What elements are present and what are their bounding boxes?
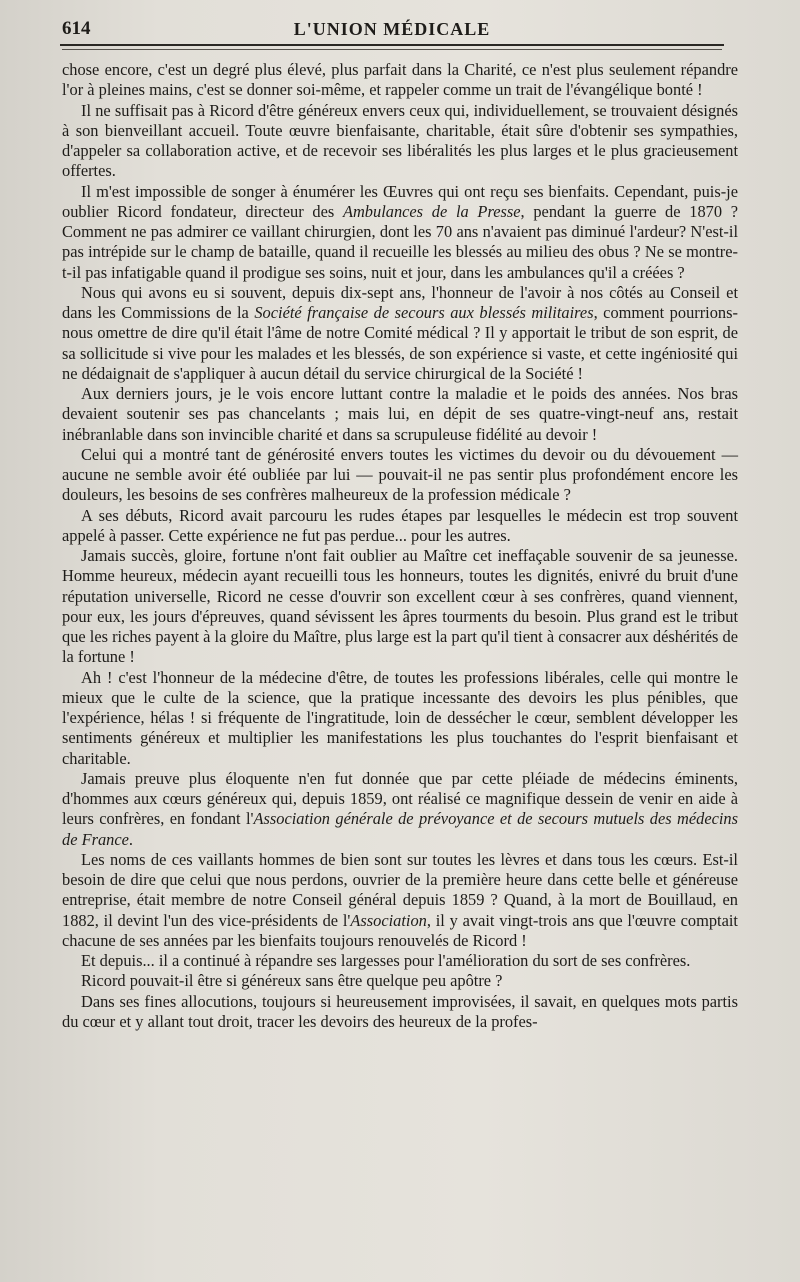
italic-text: Ambulances de la Presse bbox=[342, 201, 521, 221]
paragraph-text: Les noms de ces vaillants hommes de bien sont sur toutes les lèvres et dans tous les cœurs. Est-il besoin de dire que celui que nous perdons, ouvrier de la première heure dans cette belle et généreuse entreprise, était membre de notre Conseil général depuis 1859 ? Quand, à la mort de Bouillaud, en 1882, il devint l'un des vice-présidents de l' bbox=[62, 849, 738, 930]
page-number: 614 bbox=[62, 18, 91, 39]
paragraph-text: , pendant la guerre de 1870 ? Comment ne pas admirer ce vaillant chirurgien, dont les 70 ans n'avaient pas diminué l'ardeur? N'est-il pas intrépide sur le champ de bataille, quand il recueille les blessés au milieu des obus ? Ne se montre-t-il pas infatigable quand il prodigue ses soins, nuit et jour, dans les ambulances qu'il a créées ? bbox=[62, 201, 739, 282]
paragraph-text: , comment pourrions-nous omettre de dire qu'il était l'âme de notre Comité médical ? Il y apportait le tribut de son esprit, de sa sollicitude si vive pour les malades et les blessés, de son expérience si vaste, et cette ingéniosité qui ne dédaignait de s'appliquer à aucun détail du service chirurgical de la Société ! bbox=[62, 303, 738, 383]
paragraph bbox=[62, 992, 738, 1033]
article-body bbox=[62, 60, 738, 1032]
paragraph-text: Il m'est impossible de songer à énumérer les Œuvres qui ont reçu ses bienfaits. Cependant, puis-je oublier Ricord fondateur, directeur des bbox=[62, 181, 738, 221]
paragraph-text: Jamais preuve plus éloquente n'en fut donnée que par cette pléiade de médecins éminents, d'hommes aux cœurs généreux qui, depuis 1859, ont réalisé ce magnifique dessein de venir en aide à leurs confrères, en fondant l' bbox=[62, 768, 738, 829]
paragraph bbox=[62, 283, 738, 384]
italic-text: Société française de secours aux blessés militaires bbox=[254, 303, 594, 322]
paragraph bbox=[62, 769, 738, 850]
paragraph-text: A ses débuts, Ricord avait parcouru les rudes étapes par lesquelles le médecin est trop souvent appelé à passer. Cette expérience ne fut pas perdue... pour les autres. bbox=[62, 505, 738, 545]
paragraph-text: Jamais succès, gloire, fortune n'ont fait oublier au Maître cet ineffaçable souvenir de sa jeunesse. Homme heureux, médecin ayant recueilli tous les honneurs, toutes les dignités, enivré du bruit d'une réputation universelle, Ricord ne cesse d'ouvrir son excellent cœur à ses confrères, quand viennent, pour eux, les jours d'épreuves, quand sévissent les âpres tourments du besoin. Plus grand est le tribut que les riches payent à la gloire du Maître, plus large est la part qu'il tient à consacrer aux déshérités de la fortune ! bbox=[62, 546, 738, 667]
paragraph bbox=[62, 182, 738, 283]
paragraph-text: . bbox=[128, 829, 134, 849]
paragraph bbox=[62, 951, 738, 971]
paragraph-text: Ah ! c'est l'honneur de la médecine d'être, de toutes les professions libérales, celle qui montre le mieux que le culte de la science, que la pratique incessante des devoirs les plus pénibles, que l'expérience, hélas ! si fréquente de l'ingratitude, loin de dessécher le cœur, semblent développer les sentiments généreux et multiplier les manifestations les plus touchantes do l'esprit bienfaisant et charitable. bbox=[62, 667, 738, 768]
paragraph bbox=[62, 101, 738, 182]
paragraph-text: chose encore, c'est un degré plus élevé, plus parfait dans la Charité, ce n'est plus seulement répandre l'or à pleines mains, c'est se donner soi-même, et rappeler comme un trait de l'évangélique bonté ! bbox=[62, 60, 738, 100]
paragraph-text: Il ne suffisait pas à Ricord d'être généreux envers ceux qui, individuellement, se trouvaient désignés à son bienveillant accueil. Toute œuvre bienfaisante, charitable, était sûre d'obtenir ses sympathies, d'appeler sa collaboration active, et de recevoir ses libéralités les plus larges et le plus gracieusement offertes. bbox=[62, 100, 738, 181]
italic-text: Association bbox=[350, 910, 427, 930]
paragraph bbox=[62, 445, 738, 506]
paragraph bbox=[62, 668, 738, 769]
paragraph bbox=[62, 60, 738, 101]
paragraph-text: Nous qui avons eu si souvent, depuis dix-sept ans, l'honneur de l'avoir à nos côtés au Conseil et dans les Commissions de la bbox=[62, 282, 738, 322]
paragraph bbox=[62, 506, 738, 547]
paragraph-text: Aux derniers jours, je le vois encore luttant contre la maladie et le poids des années. Nos bras devaient soutenir ses pas chancelants ; mais lui, en dépit de ses quatre-vingt-neuf ans, restait inébranlable dans son invincible charité et dans sa scrupuleuse fidélité au devoir ! bbox=[62, 384, 738, 444]
paragraph bbox=[62, 546, 738, 668]
page-header bbox=[62, 14, 762, 44]
paragraph-text: Et depuis... il a continué à répandre ses largesses pour l'amélioration du sort de ses confrères. bbox=[81, 951, 691, 970]
paragraph-text: Celui qui a montré tant de générosité envers toutes les victimes du devoir ou du dévouement — aucune ne semble avoir été oubliée par lui — pouvait-il ne pas sentir plus profondément encore les douleurs, les besoins de ses confrères malheureux de la profession médicale ? bbox=[62, 444, 738, 505]
header-rule bbox=[60, 44, 724, 46]
paragraph-text: Dans ses fines allocutions, toujours si heureusement improvisées, il savait, en quelques mots partis du cœur et y allant tout droit, tracer les devoirs des heureux de la profes- bbox=[62, 991, 738, 1031]
running-title: L'UNION MÉDICALE bbox=[293, 19, 491, 39]
paragraph bbox=[62, 850, 738, 951]
paragraph-text: , il y avait vingt-trois ans que l'œuvre comptait chacune de ses années par les bienfaits toujours renouvelés de Ricord ! bbox=[62, 910, 738, 950]
paragraph-text: Ricord pouvait-il être si généreux sans être quelque peu apôtre ? bbox=[81, 971, 503, 991]
header-rule-thin bbox=[62, 49, 722, 50]
paragraph bbox=[62, 384, 738, 445]
paragraph bbox=[62, 971, 738, 991]
italic-text: Association générale de prévoyance et de secours mutuels des médecins de France bbox=[62, 809, 738, 849]
